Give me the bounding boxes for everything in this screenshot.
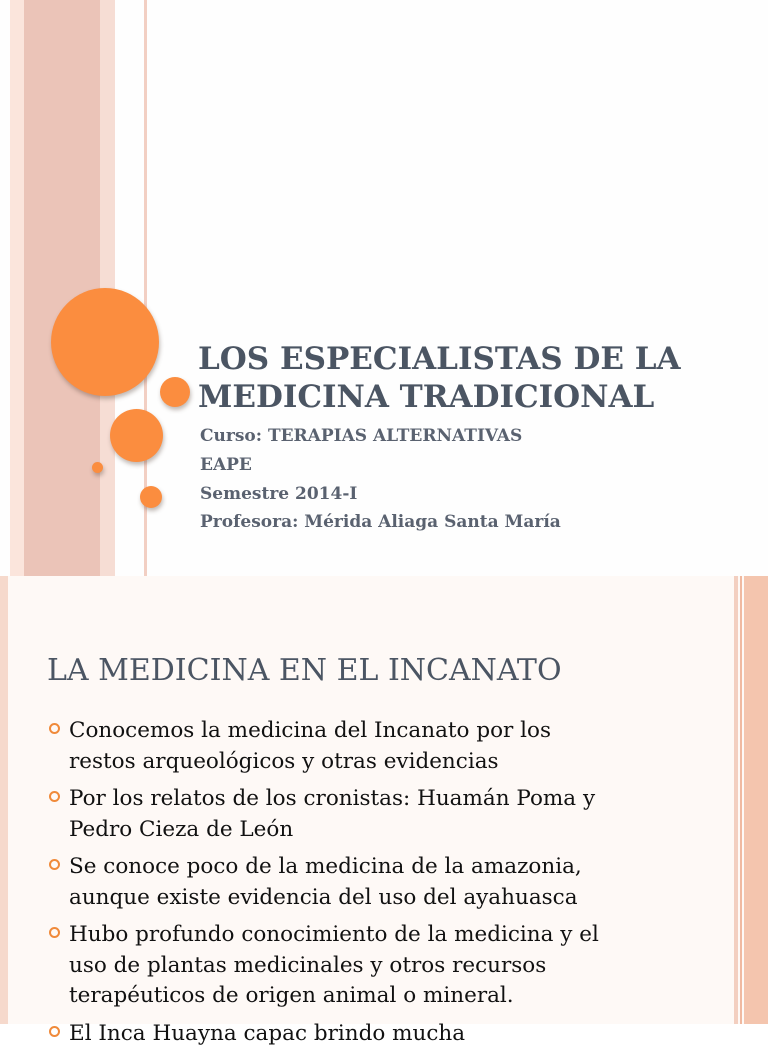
decorative-circle-tiny — [92, 462, 103, 473]
semester-label: Semestre 2014-I — [200, 484, 358, 504]
bullet-text: Por los relatos de los cronistas: Huamán Poma y — [69, 786, 596, 811]
list-item — [47, 784, 687, 845]
decorative-circle-medium — [110, 409, 163, 462]
list-item — [47, 920, 687, 1012]
bullet-text: El Inca Huayna capac brindo mucha — [69, 1020, 466, 1046]
bullet-text: terapéuticos de origen animal o mineral. — [69, 983, 514, 1008]
course-label: Curso: TERAPIAS ALTERNATIVAS — [200, 426, 523, 446]
decorative-stripe — [740, 576, 742, 1024]
bullet-list — [47, 716, 687, 1056]
bullet-icon — [49, 859, 60, 870]
bullet-text: uso de plantas medicinales y otros recursos — [69, 952, 547, 978]
decorative-circle-large — [51, 288, 159, 396]
bullet-text: Hubo profundo conocimiento de la medicina y el — [69, 922, 599, 947]
decorative-stripe — [744, 576, 768, 1024]
bullet-icon — [49, 927, 60, 938]
bullet-text: Se conoce poco de la medicina de la amazonia, — [69, 854, 582, 879]
decorative-stripe — [10, 0, 24, 576]
bullet-text: aunque existe evidencia del uso del ayahuasca — [69, 884, 578, 910]
bullet-text: Conocemos la medicina del Incanato por los — [69, 718, 551, 743]
list-item — [47, 716, 687, 777]
bullet-text: Pedro Cieza de León — [69, 816, 294, 842]
teacher-label: Profesora: Mérida Aliaga Santa María — [200, 512, 561, 532]
school-label: EAPE — [200, 455, 252, 475]
decorative-stripe — [734, 576, 738, 1024]
title-line: MEDICINA TRADICIONAL — [198, 379, 655, 415]
title-line: LOS ESPECIALISTAS DE LA — [198, 341, 681, 377]
bullet-icon — [49, 1026, 60, 1037]
slide-title: LA MEDICINA EN EL INCANATO — [47, 653, 562, 688]
list-item — [47, 852, 687, 913]
presentation-title — [198, 340, 738, 416]
bullet-icon — [49, 723, 60, 734]
bullet-icon — [49, 791, 60, 802]
decorative-circle-small — [160, 377, 190, 407]
decorative-circle-small — [140, 486, 162, 508]
decorative-stripe — [0, 576, 8, 1024]
list-item — [47, 1019, 687, 1050]
content-slide — [0, 576, 768, 1046]
bullet-text: restos arqueológicos y otras evidencias — [69, 748, 499, 774]
decorative-stripe — [24, 0, 100, 576]
